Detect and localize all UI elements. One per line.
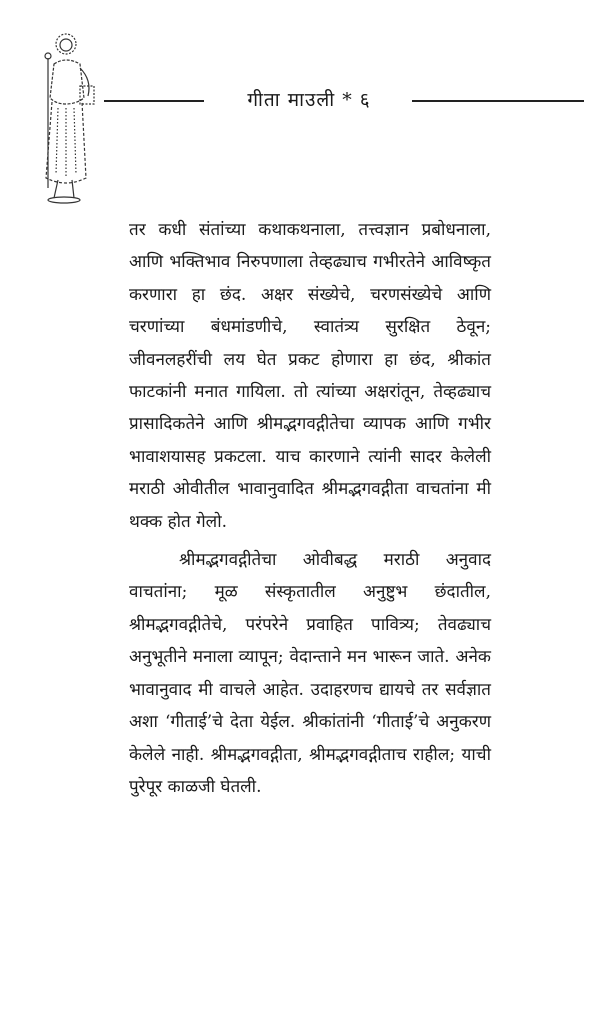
- page-header: [104, 86, 584, 116]
- header-rule-right: [412, 100, 584, 102]
- paragraph-2: श्रीमद्भगवद्गीतेचा ओवीबद्ध मराठी अनुवाद वाचतांना; मूळ संस्कृतातील अनुष्टुभ छंदातील, श्रीमद्भगवद्गीतेचे, परंपरेने प्रवाहित पावित्र्य; तेवढ्याच अनुभूतीने मनाला व्यापून; वेदान्ताने मन भारून जाते. अनेक भावानुवाद मी वाचले आहेत. उदाहरणच द्यायचे तर सर्वज्ञात अशा ‘गीताई’चे देता येईल. श्रीकांतांनी ‘गीताई’चे अनुकरण केलेले नाही. श्रीमद्भगवद्गीता, श्रीमद्भगवद्गीताच राहील; याची पुरेपूर काळजी घेतली.: [129, 550, 491, 797]
- paragraph-1: तर कधी संतांच्या कथाकथनाला, तत्त्वज्ञान प्रबोधनाला, आणि भक्तिभाव निरुपणाला तेव्हढ्याच गभीरतेने आविष्कृत करणारा हा छंद. अक्षर संख्येचे, चरणसंख्येचे आणि चरणांच्या बंधमांडणीचे, स्वातंत्र्य सुरक्षित ठेवून; जीवनलहरींची लय घेत प्रकट होणारा हा छंद, श्रीकांत फाटकांनी मनात गायिला. तो त्यांच्या अक्षरांतून, तेव्हढ्याच प्रासादिकतेने आणि श्रीमद्भगवद्गीतेचा व्यापक आणि गभीर भावाशयासह प्रकटला. याच कारणाने त्यांनी सादर केलेली मराठी ओवीतील भावानुवादित श्रीमद्भगवद्गीता वाचतांना मी थक्क होत गेलो.: [129, 220, 491, 532]
- header-rule-left: [104, 100, 204, 102]
- body-text: [129, 214, 491, 803]
- running-head: गीता माउली * ६: [247, 89, 371, 111]
- dnyaneshwar-figure-icon: [40, 28, 102, 204]
